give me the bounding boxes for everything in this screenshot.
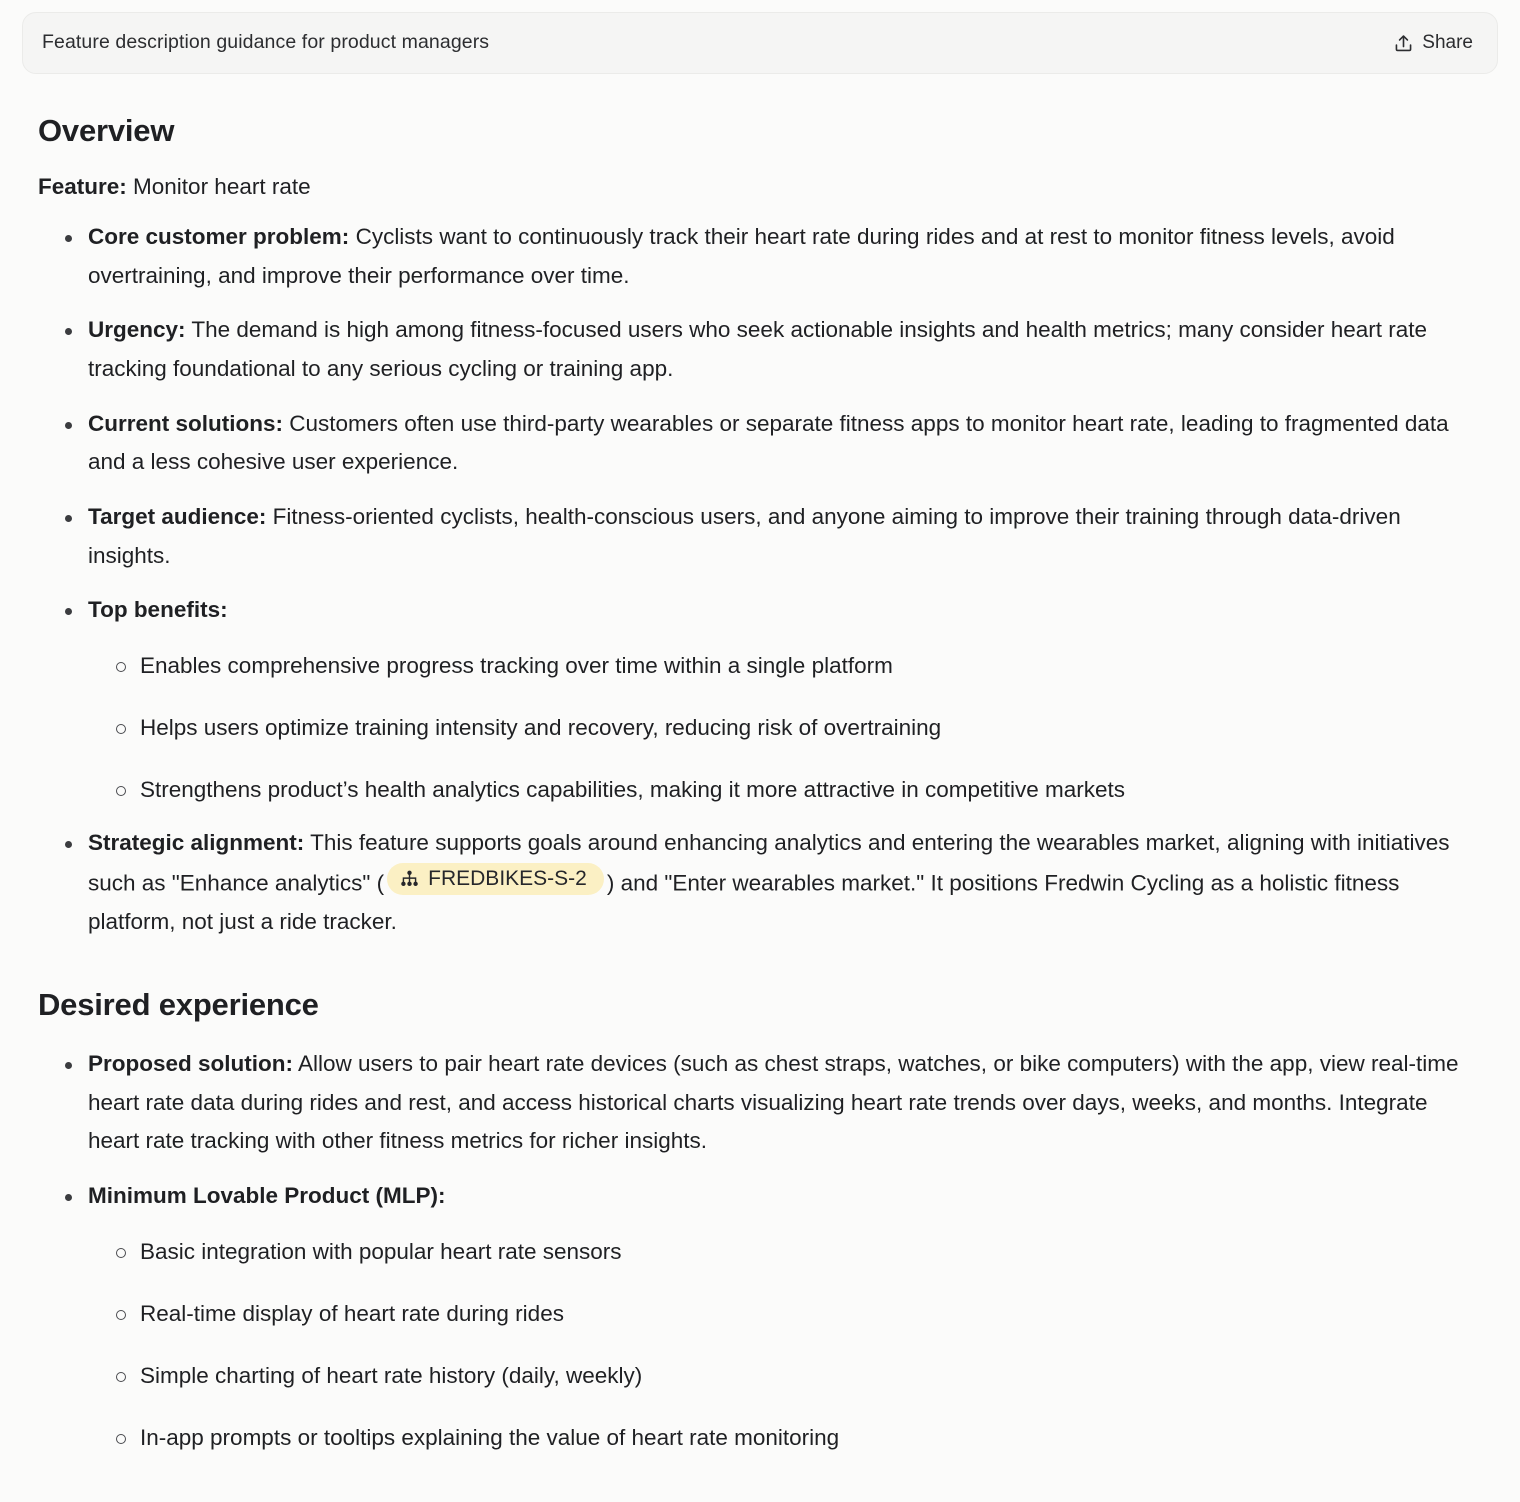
bullet-lead: Core customer problem: [88,223,350,249]
list-item: Basic integration with popular heart rate sensors [88,1234,1462,1270]
list-item: Enables comprehensive progress tracking over time within a single platform [88,648,1462,684]
list-item [38,1177,1462,1456]
list-item [38,591,1462,808]
list-item [38,1045,1462,1161]
section-heading-overview: Overview [38,113,175,148]
bullet-text-before-chip: This feature supports goals around enhancing analytics and entering the wearables market, aligning with initiatives such as "Enhance analytics" ( [88,830,1450,896]
list-item [38,498,1462,575]
share-upload-icon [1393,33,1414,54]
bullet-text: The demand is high among fitness-focused users who seek actionable insights and health metrics; many consider heart rate tracking foundational to any serious cycling or training app. [88,317,1428,381]
mlp-sublist [88,1234,1462,1456]
desired-experience-bullet-list [38,1045,1462,1456]
list-item [38,311,1462,388]
list-item: Strengthens product’s health analytics capabilities, making it more attractive in competitive markets [88,772,1462,808]
overview-bullet-list [38,218,1462,942]
feature-line [38,171,1462,204]
document-body [0,74,1520,1502]
share-button[interactable] [1391,28,1475,58]
bullet-text: Fitness-oriented cyclists, health-conscious users, and anyone aiming to improve their training through data-driven insights. [88,503,1401,568]
bullet-lead: Proposed solution: [88,1050,293,1076]
bullet-lead: Top benefits: [88,597,228,623]
bullet-text: Cyclists want to continuously track their heart rate during rides and at rest to monitor fitness levels, avoid overtraining, and improve their performance over time. [88,223,1395,288]
work-item-chip[interactable] [387,863,604,895]
share-button-label: Share [1422,32,1473,53]
bullet-text: Customers often use third-party wearables or separate fitness apps to monitor heart rate, leading to fragmented data and a less cohesive user experience. [88,410,1449,475]
list-item: Real-time display of heart rate during rides [88,1296,1462,1332]
list-item: Simple charting of heart rate history (daily, weekly) [88,1358,1462,1394]
feature-value: Monitor heart rate [126,174,311,200]
section-heading-desired-experience: Desired experience [38,986,319,1022]
hierarchy-icon [400,869,419,888]
bullet-lead: Minimum Lovable Product (MLP): [88,1182,446,1208]
bullet-lead: Target audience: [88,503,267,529]
list-item: Helps users optimize training intensity and recovery, reducing risk of overtraining [88,710,1462,746]
list-item [38,218,1462,295]
feature-label: Feature: [38,174,127,200]
bullet-lead: Strategic alignment: [88,830,305,855]
bullet-lead: Urgency: [88,317,186,343]
bullet-text-after-chip: ) and "Enter wearables market." It positions Fredwin Cycling as a holistic fitness platform, not just a ride tracker. [88,870,1400,934]
list-item: In-app prompts or tooltips explaining the value of heart rate monitoring [88,1420,1462,1456]
list-item [38,824,1462,942]
top-benefits-sublist [88,648,1462,808]
work-item-chip-label: FREDBIKES-S-2 [428,866,587,890]
page-title: Feature description guidance for product managers [42,31,490,54]
list-item [38,405,1462,482]
bullet-lead: Current solutions: [88,410,283,436]
bullet-text: Allow users to pair heart rate devices (such as chest straps, watches, or bike computers) with the app, view real-time heart rate data during rides and rest, and access historical charts visualizing heart rate trends over days, weeks, and months. Integrate heart rate tracking with other fitness metrics for richer insights. [88,1050,1459,1154]
document-header-bar [22,12,1498,74]
